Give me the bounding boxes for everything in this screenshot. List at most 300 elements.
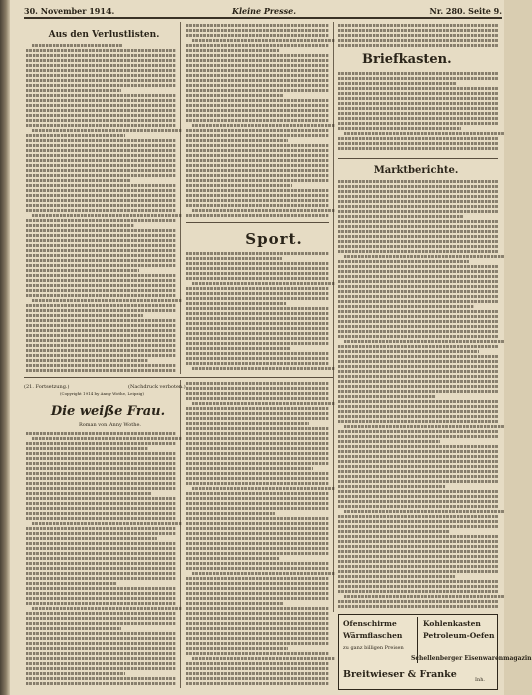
text-line (338, 142, 498, 145)
text-line (186, 134, 329, 137)
text-line (338, 122, 498, 125)
text-line (26, 79, 176, 82)
text-line (338, 330, 498, 333)
text-line (186, 99, 329, 102)
text-line (338, 475, 498, 478)
text-line (26, 319, 176, 322)
text-line (186, 29, 329, 32)
text-line (26, 637, 176, 640)
text-line (26, 89, 121, 92)
ad-brand: Breitwieser & Franke (343, 669, 457, 680)
text-line (26, 59, 176, 62)
text-line (338, 285, 498, 288)
text-line (186, 267, 329, 270)
text-line (338, 280, 498, 283)
text-line (338, 455, 498, 458)
text-line (338, 550, 498, 553)
text-line (192, 572, 335, 575)
text-line (338, 137, 498, 140)
text-line (26, 364, 176, 367)
marktberichte-text (338, 180, 498, 610)
text-line (338, 365, 498, 368)
text-line (26, 114, 176, 117)
text-line (26, 542, 176, 545)
text-line (338, 87, 498, 90)
text-line (338, 555, 498, 558)
text-line (338, 260, 469, 263)
text-line (32, 437, 182, 440)
text-line (26, 294, 176, 297)
text-line (26, 124, 176, 127)
text-line (26, 104, 176, 107)
text-line (186, 417, 329, 420)
ad-item-petroleum-oefen: Petroleum-Oefen (423, 631, 495, 640)
text-line (26, 477, 176, 480)
text-line (338, 195, 498, 198)
text-line (186, 382, 329, 385)
text-line (26, 682, 176, 685)
text-line (338, 375, 498, 378)
advertisement-box (338, 614, 532, 690)
text-line (186, 194, 329, 197)
text-line (186, 287, 329, 290)
text-line (26, 184, 176, 187)
text-line (186, 74, 329, 77)
text-line (186, 387, 329, 390)
text-line (186, 154, 329, 157)
text-line (26, 517, 176, 520)
text-line (186, 627, 329, 630)
text-line (338, 117, 498, 120)
text-line (338, 525, 498, 528)
text-line (186, 467, 313, 470)
text-line (186, 472, 329, 475)
text-line (338, 265, 498, 268)
text-line (186, 392, 329, 395)
text-line (338, 39, 498, 42)
text-line (26, 632, 176, 635)
text-line (186, 179, 329, 182)
text-line (338, 530, 450, 533)
text-line (338, 480, 498, 483)
text-line (26, 557, 176, 560)
text-line (338, 605, 498, 608)
text-line (26, 199, 176, 202)
text-line (186, 262, 329, 265)
text-line (26, 269, 139, 272)
text-line (26, 462, 176, 465)
text-line (186, 292, 329, 295)
text-line (338, 82, 456, 85)
text-line (26, 339, 176, 342)
text-line (26, 359, 148, 362)
text-line (186, 622, 329, 625)
text-line (192, 367, 335, 370)
text-line (338, 405, 498, 408)
binding-edge (0, 0, 10, 695)
text-line (338, 225, 498, 228)
text-line (26, 582, 116, 585)
verlustlisten-heading: Aus den Verlustlisten. (48, 30, 160, 40)
text-line (32, 299, 182, 302)
text-line (26, 164, 176, 167)
text-line (186, 54, 329, 57)
text-line (26, 622, 176, 625)
text-line (186, 677, 329, 680)
text-line (26, 567, 176, 570)
text-line (186, 642, 329, 645)
text-line (338, 485, 445, 488)
text-line (338, 270, 498, 273)
text-line (186, 597, 329, 600)
text-line (186, 652, 329, 655)
text-line (186, 477, 329, 480)
text-line (26, 472, 176, 475)
text-line (26, 139, 176, 142)
text-line (26, 344, 176, 347)
text-line (338, 44, 498, 47)
ad-note: zu ganz billigen Preisen (343, 645, 404, 651)
text-line (26, 194, 176, 197)
verlustlisten-text (26, 44, 176, 374)
text-line (192, 124, 335, 127)
text-line (26, 537, 157, 540)
text-line (186, 322, 329, 325)
section-rule (24, 377, 333, 378)
text-line (338, 107, 498, 110)
text-line (338, 430, 498, 433)
text-line (26, 249, 176, 252)
text-line (338, 275, 498, 278)
text-line (186, 307, 329, 310)
text-line (186, 462, 329, 465)
text-line (186, 502, 329, 505)
text-line (186, 607, 329, 610)
text-line (26, 652, 176, 655)
text-line (338, 24, 498, 27)
text-line (26, 602, 176, 605)
text-line (26, 189, 176, 192)
text-line (186, 252, 329, 255)
text-line (192, 39, 335, 42)
text-line (186, 537, 329, 540)
text-line (186, 257, 282, 260)
text-line (26, 169, 176, 172)
text-line (186, 347, 290, 350)
text-line (186, 149, 329, 152)
text-line (338, 540, 498, 543)
text-line (26, 144, 176, 147)
text-line (338, 545, 498, 548)
text-line (186, 637, 329, 640)
text-line (26, 304, 176, 307)
text-line (26, 562, 176, 565)
text-line (186, 492, 329, 495)
text-line (186, 317, 329, 320)
text-line (26, 547, 176, 550)
section-rule (338, 158, 498, 159)
text-line (338, 420, 498, 423)
text-line (186, 542, 329, 545)
text-line (186, 59, 329, 62)
text-line (338, 29, 498, 32)
text-line (26, 289, 176, 292)
text-line (338, 520, 498, 523)
column-rule (180, 22, 181, 374)
text-line (192, 487, 335, 490)
text-line (338, 395, 436, 398)
text-line (186, 662, 329, 665)
text-line (26, 592, 176, 595)
text-line (26, 492, 152, 495)
text-line (26, 647, 176, 650)
text-line (26, 309, 176, 312)
text-line (26, 447, 148, 450)
text-line (186, 397, 329, 400)
text-line (186, 552, 329, 555)
story-author: Roman von Anny Wothe. (78, 422, 141, 428)
text-line (26, 204, 176, 207)
text-line (338, 315, 498, 318)
text-line (26, 452, 176, 455)
ad-item-ofenschirme: Ofenschirme (343, 619, 397, 628)
text-line (26, 442, 176, 445)
text-line (186, 24, 329, 27)
text-line (32, 522, 182, 525)
serial-installment: (21. Fortsetzung.) (24, 384, 70, 390)
text-line (186, 682, 329, 685)
text-line (338, 290, 498, 293)
text-line (344, 340, 504, 343)
text-line (186, 214, 329, 217)
text-line (338, 465, 498, 468)
text-line (26, 209, 176, 212)
text-line (186, 89, 329, 92)
text-line (32, 44, 122, 47)
text-line (338, 415, 498, 418)
text-line (186, 412, 329, 415)
text-line (26, 667, 176, 670)
text-line (26, 314, 143, 317)
text-line (186, 119, 329, 122)
text-line (186, 94, 283, 97)
text-line (186, 432, 329, 435)
text-line (186, 114, 329, 117)
text-line (186, 79, 329, 82)
text-line (338, 400, 498, 403)
text-line (338, 245, 498, 248)
text-line (186, 327, 329, 330)
text-line (186, 557, 279, 560)
text-line (26, 627, 121, 630)
text-line (26, 532, 176, 535)
text-line (26, 274, 176, 277)
header-issue: Nr. 280. Seite 9. (429, 6, 502, 16)
text-line (26, 74, 176, 77)
text-line (338, 360, 498, 363)
text-line (26, 64, 176, 67)
text-line (338, 72, 498, 75)
text-line (338, 185, 498, 188)
text-line (26, 174, 176, 177)
text-line (186, 527, 329, 530)
serial-reprint-note: (Nachdruck verboten.) (128, 384, 186, 390)
text-line (186, 507, 329, 510)
text-line (186, 442, 329, 445)
text-line (338, 235, 498, 238)
text-line (338, 240, 498, 243)
text-line (26, 54, 176, 57)
text-line (338, 440, 440, 443)
text-line (338, 515, 498, 518)
text-line (344, 132, 504, 135)
text-line (186, 342, 329, 345)
text-line (192, 402, 335, 405)
text-line (26, 279, 176, 282)
text-line (186, 482, 329, 485)
text-line (26, 577, 176, 580)
text-line (26, 154, 176, 157)
text-line (186, 457, 329, 460)
text-line (26, 657, 176, 660)
text-line (26, 612, 176, 615)
text-line (186, 34, 329, 37)
text-line (186, 312, 329, 315)
text-line (192, 657, 335, 660)
text-line (338, 335, 498, 338)
text-line (186, 602, 283, 605)
text-line (186, 109, 329, 112)
text-line (26, 432, 176, 435)
text-line (186, 497, 329, 500)
text-line (26, 284, 176, 287)
text-line (26, 179, 130, 182)
text-line (186, 189, 329, 192)
text-line (338, 575, 455, 578)
text-line (192, 209, 335, 212)
text-line (186, 667, 329, 670)
text-line (186, 422, 309, 425)
text-line (338, 535, 498, 538)
text-line (338, 205, 498, 208)
text-line (26, 159, 176, 162)
text-line (338, 370, 498, 373)
text-line (186, 427, 329, 430)
text-line (338, 210, 498, 213)
text-line (186, 562, 329, 565)
text-line (26, 354, 176, 357)
text-line (186, 159, 329, 162)
text-line (338, 190, 498, 193)
text-line (338, 355, 498, 358)
text-line (338, 77, 498, 80)
text-line (338, 390, 498, 393)
text-line (338, 310, 498, 313)
text-line (186, 587, 329, 590)
text-line (26, 457, 176, 460)
text-line (186, 164, 329, 167)
text-line (186, 44, 329, 47)
text-line (186, 174, 329, 177)
text-line (26, 349, 176, 352)
text-line (186, 407, 329, 410)
text-line (186, 337, 329, 340)
text-line (186, 144, 329, 147)
ad-item-waermflaschen: Wärmflaschen (343, 631, 403, 640)
text-line (338, 470, 498, 473)
text-line (186, 612, 329, 615)
text-line (338, 570, 498, 573)
text-line (26, 254, 176, 257)
text-line (186, 447, 329, 450)
text-line (338, 305, 474, 308)
text-line (26, 69, 176, 72)
text-line (26, 662, 176, 665)
text-line (338, 345, 498, 348)
text-line (186, 647, 288, 650)
text-line (338, 450, 498, 453)
text-line (338, 445, 498, 448)
text-line (186, 592, 329, 595)
text-line (186, 362, 329, 365)
text-line (186, 517, 329, 520)
text-line (26, 264, 176, 267)
column-rule (180, 380, 181, 688)
ad-brand-suffix: Inh. (475, 677, 486, 683)
text-line (186, 64, 329, 67)
text-line (186, 437, 329, 440)
text-line (338, 460, 498, 463)
page-header (24, 4, 502, 18)
text-line (338, 560, 498, 563)
text-line (186, 352, 329, 355)
text-line (26, 502, 176, 505)
text-line (26, 109, 176, 112)
text-line (26, 134, 125, 137)
text-line (26, 234, 176, 237)
header-date: 30. November 1914. (24, 6, 115, 16)
ad-item-kohlenkasten: Kohlenkasten (423, 619, 481, 628)
text-line (186, 199, 329, 202)
serial-copyright: (Copyright 1914 by Anny Wothe, Leipzig) (60, 391, 144, 396)
text-line (32, 214, 182, 217)
text-line (26, 467, 176, 470)
text-line (26, 259, 176, 262)
text-line (338, 230, 498, 233)
text-line (26, 119, 176, 122)
text-line (186, 582, 329, 585)
text-line (26, 507, 176, 510)
text-line (186, 272, 329, 275)
section-rule (186, 222, 329, 223)
header-paper-name: Kleine Presse. (232, 6, 297, 16)
text-line (26, 597, 176, 600)
text-line (26, 229, 176, 232)
text-line (338, 34, 498, 37)
text-line (186, 547, 329, 550)
text-line (338, 350, 479, 353)
text-line (186, 204, 329, 207)
text-line (26, 527, 176, 530)
text-line (338, 200, 498, 203)
text-line (338, 300, 498, 303)
text-line (32, 129, 182, 132)
text-line (186, 277, 329, 280)
text-line (338, 590, 498, 593)
middle-column-text (186, 24, 329, 220)
text-line (338, 320, 498, 323)
text-line (186, 332, 329, 335)
